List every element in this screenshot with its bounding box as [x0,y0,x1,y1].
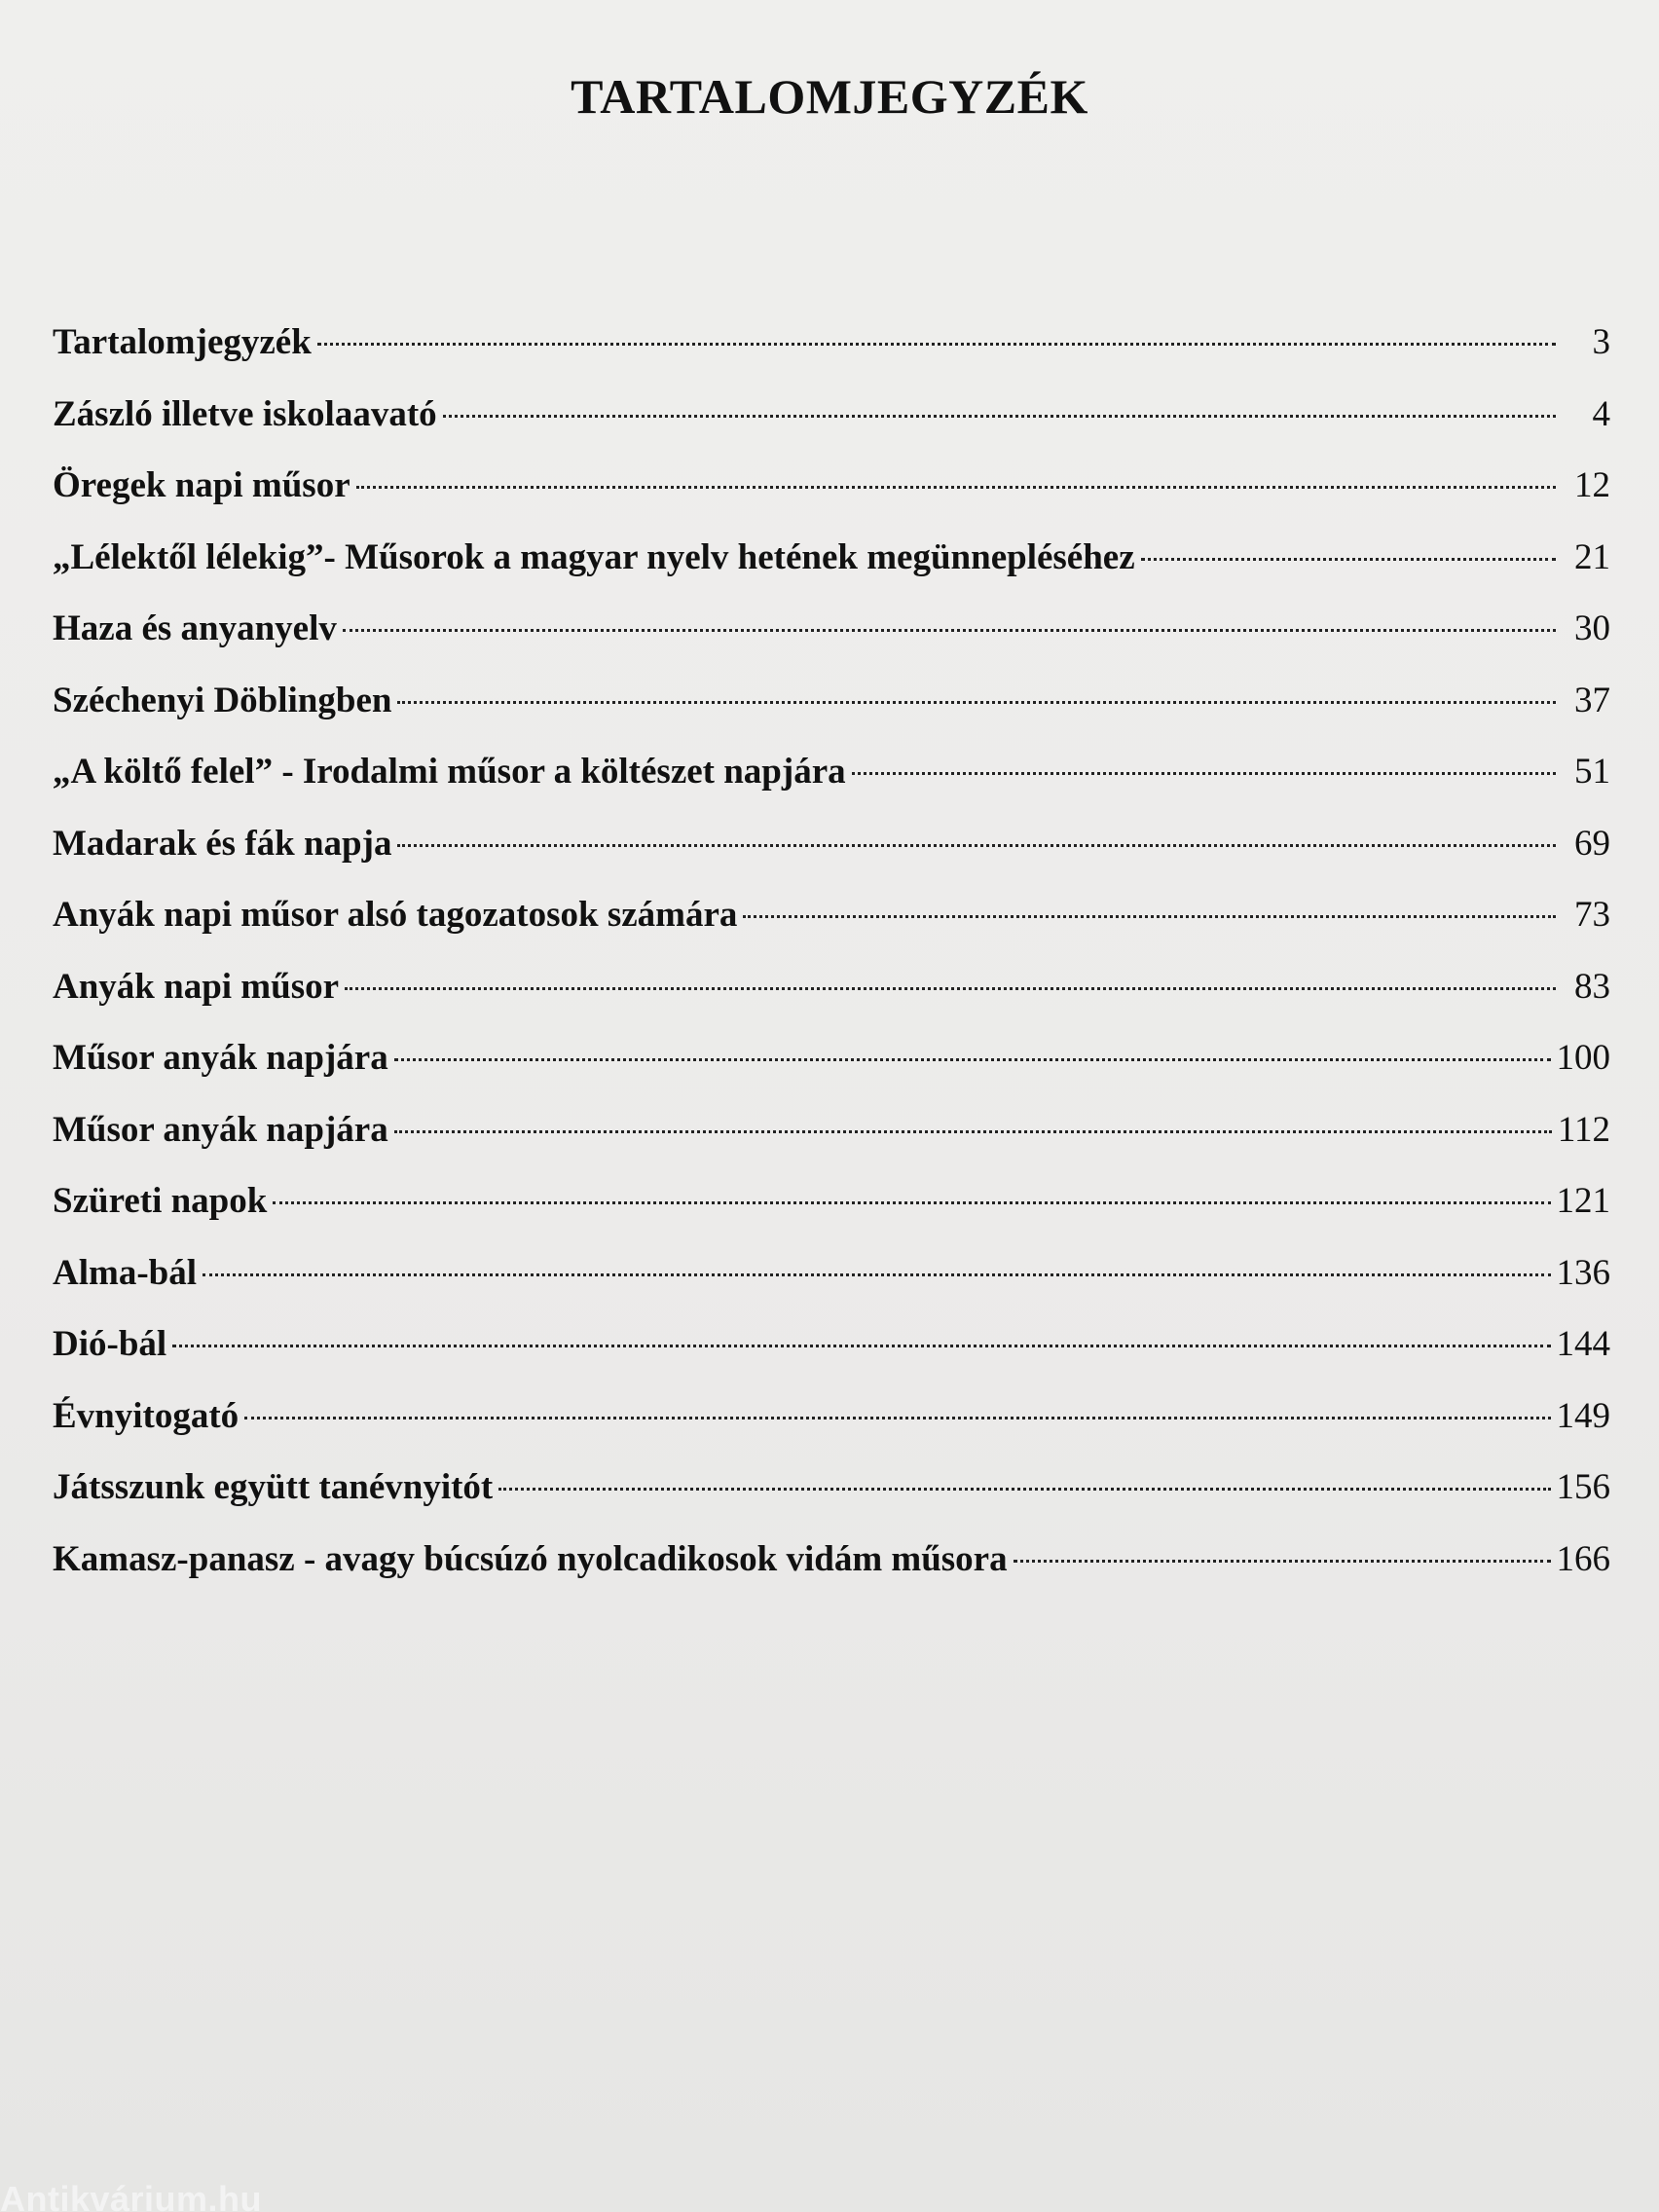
watermark: Antikvárium.hu [0,2179,263,2212]
toc-entry-page: 21 [1574,536,1610,577]
toc-entry [53,1037,1610,1109]
page-title: TARTALOMJEGYZÉK [571,69,1088,124]
toc-entry-page: 3 [1592,322,1610,362]
toc-entry [53,1466,1610,1538]
dot-leader [1141,558,1556,561]
toc-entry [53,1395,1610,1467]
dot-leader [498,1488,1550,1491]
toc-entry-page: 100 [1556,1038,1610,1078]
toc-entry [53,536,1610,608]
dot-leader [443,415,1556,418]
toc-entry [53,1109,1610,1181]
toc-entry-label: „Lélektől lélekig”- Műsorok a magyar nyelv hetének megünnepléséhez [53,536,1135,577]
dot-leader [394,1058,1551,1061]
dot-leader [345,987,1556,990]
toc-entry [53,894,1610,966]
dot-leader [743,915,1556,918]
toc-entry [53,823,1610,895]
table-of-contents [53,321,1610,1609]
toc-entry-page: 144 [1556,1324,1610,1364]
toc-entry [53,608,1610,680]
dot-leader [172,1345,1550,1347]
toc-entry-page: 149 [1556,1395,1610,1436]
dot-leader [397,844,1556,847]
toc-entry-page: 73 [1574,895,1610,935]
toc-entry [53,1323,1610,1395]
toc-entry [53,680,1610,752]
toc-entry-label: Madarak és fák napja [53,823,392,864]
toc-entry-label: Zászló illetve iskolaavató [53,393,437,434]
toc-entry-label: Tartalomjegyzék [53,322,312,362]
toc-entry-label: Szüreti napok [53,1181,268,1221]
toc-entry-page: 37 [1574,680,1610,720]
dot-leader [1014,1560,1551,1563]
toc-entry-page: 83 [1574,966,1610,1007]
toc-entry-page: 121 [1556,1181,1610,1221]
toc-entry-page: 166 [1556,1538,1610,1579]
toc-entry-page: 51 [1574,752,1610,792]
toc-entry [53,393,1610,465]
toc-entry [53,321,1610,393]
toc-entry-label: Haza és anyanyelv [53,608,337,648]
toc-entry-page: 69 [1574,823,1610,864]
toc-entry [53,1180,1610,1252]
dot-leader [273,1201,1550,1204]
toc-entry-label: Évnyitogató [53,1395,240,1436]
toc-entry [53,464,1610,536]
toc-entry-page: 30 [1574,608,1610,648]
toc-entry-label: Kamasz-panasz - avagy búcsúzó nyolcadikosok vidám műsora [53,1538,1008,1579]
dot-leader [397,701,1556,704]
dot-leader [356,486,1556,489]
toc-entry-page: 136 [1556,1252,1610,1293]
dot-leader [317,343,1556,346]
toc-entry-label: Széchenyi Döblingben [53,680,392,720]
toc-entry-label: Öregek napi műsor [53,465,350,505]
toc-entry-page: 12 [1574,465,1610,505]
toc-entry [53,1538,1610,1610]
toc-entry-label: Műsor anyák napjára [53,1038,388,1078]
toc-entry-label: „A költő felel” - Irodalmi műsor a költészet napjára [53,752,846,792]
toc-entry-page: 156 [1556,1467,1610,1507]
toc-entry [53,1252,1610,1324]
toc-entry-label: Műsor anyák napjára [53,1109,388,1150]
dot-leader [244,1417,1550,1419]
dot-leader [203,1273,1551,1276]
dot-leader [852,772,1556,775]
toc-entry [53,751,1610,823]
toc-entry-page: 4 [1592,393,1610,434]
toc-entry-page: 112 [1557,1109,1610,1150]
toc-entry [53,966,1610,1038]
toc-entry-label: Anyák napi műsor [53,966,340,1007]
toc-entry-label: Alma-bál [53,1252,197,1293]
toc-entry-label: Anyák napi műsor alsó tagozatosok számára [53,895,738,935]
dot-leader [394,1130,1552,1133]
dot-leader [343,629,1556,632]
toc-entry-label: Játsszunk együtt tanévnyitót [53,1467,494,1507]
toc-entry-label: Dió-bál [53,1324,167,1364]
